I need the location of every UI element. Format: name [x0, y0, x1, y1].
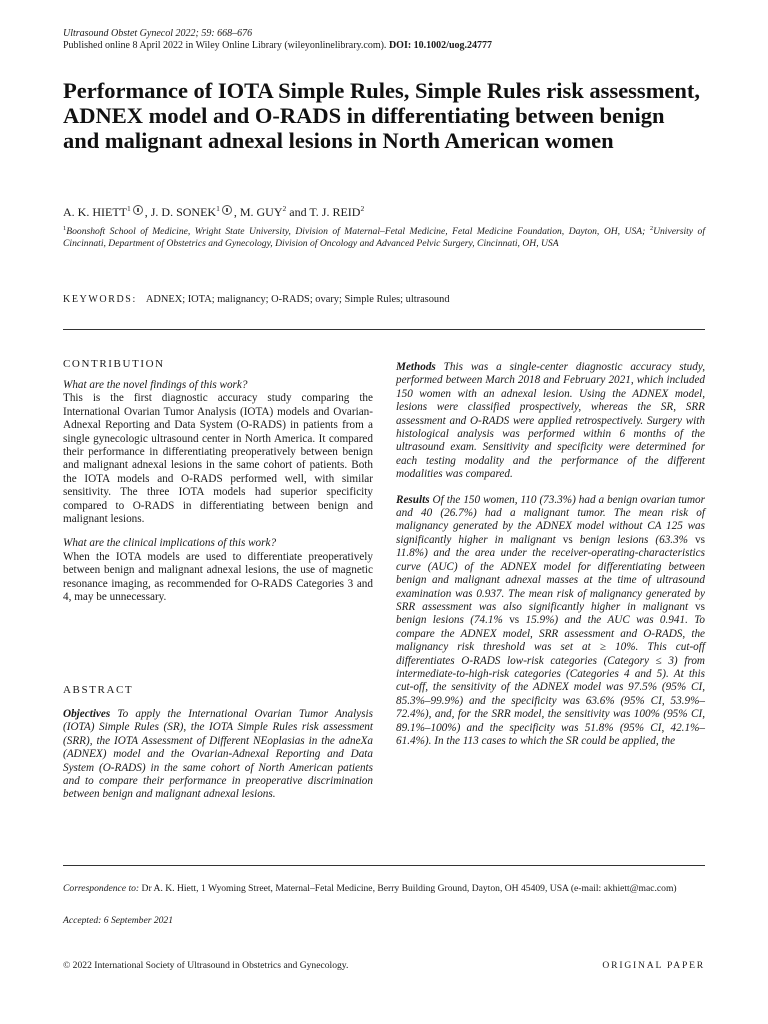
correspondence-text: Dr A. K. Hiett, 1 Wyoming Street, Maternal–Fetal Medicine, Berry Building Ground, Dayton, OH 45409, USA (e-mail: akhiett@mac.com) [139, 883, 677, 894]
author-affil-sup: 2 [360, 204, 365, 213]
author-name: , M. GUY [233, 205, 283, 219]
author-name: and T. J. REID [286, 205, 361, 219]
affiliation-2: University of Cincinnati, Department of Obstetrics and Gynecology, Division of Oncology and Advanced Pelvic Surgery, Cincinnati, OH, USA [63, 226, 705, 250]
article-page [63, 0, 705, 1024]
question-1: What are the novel findings of this work? [63, 379, 248, 391]
orcid-icon[interactable] [133, 205, 143, 215]
affil-sup: 1 [63, 225, 67, 232]
correspondence-label: Correspondence to: [63, 883, 140, 894]
paper-type-label: ORIGINAL PAPER [602, 960, 705, 971]
published-online-text: Published online 8 April 2022 in Wiley Online Library (wileyonlinelibrary.com). [63, 40, 387, 51]
methods-text: This was a single-center diagnostic accuracy study, performed between March 2018 and February 2021, which included 150 women with an adnexal lesion. Using the ADNEX model, lesions were classified prospectively, whereas the SR, SRR assessment and O-RADS were applied retrospectively. Surgery with histological analysis was performed within 6 months of the ultrasound exam. Sensitivity and specificity were determined for each testing modality and the performance of the different modalities was compared. [396, 361, 705, 481]
results-label: Results [396, 493, 430, 506]
vs-text: vs [695, 533, 705, 546]
doi-link[interactable]: DOI: 10.1002/uog.24777 [388, 40, 492, 51]
publication-info [63, 40, 492, 52]
contribution-heading: CONTRIBUTION [63, 358, 165, 370]
author-list [63, 202, 364, 219]
answer-2: When the IOTA models are used to differentiate preoperatively between benign and malignant adnexal lesions, the use of magnetic resonance imaging, as recommended for O-RADS Categories 3 and 4, may be unnecessary. [63, 550, 373, 604]
vs-text: vs [562, 533, 573, 546]
author-affil-sup: 1 [126, 204, 131, 213]
accepted-date: Accepted: 6 September 2021 [63, 915, 174, 926]
results-text: benign lesions (74.1% [396, 614, 510, 627]
keywords [63, 294, 450, 306]
abstract-right-column [396, 361, 705, 748]
journal-citation: Ultrasound Obstet Gynecol 2022; 59: 668–676 [63, 28, 253, 39]
results-text: 15.9%) and the AUC was 0.941. To compare the ADNEX model, SRR assessment and O-RADS, the malignancy risk threshold was set at ≥ 10%. This cut-off differentiates O-RADS low-risk categories (Category ≤ 3) from intermediate-to-high-risk categories (Categories 4 and 5). At this cut-off, the sensitivity of the ADNEX model was 97.5% (95% CI, 85.3%–99.9%) and the specificity was 63.6% (95% CI, 53.9%–72.4%), and, for the SRR model, the sensitivity was 100% (95% CI, 89.1%–100%) and the specificity was 51.8% (95% CI, 42.1%–61.4%). In the 113 cases to which the SR could be applied, the [396, 614, 705, 747]
vs-text: vs [695, 600, 705, 613]
author-name: A. K. HIETT [63, 205, 127, 219]
author-name: , J. D. SONEK [144, 205, 217, 219]
abstract-objectives [63, 708, 373, 802]
contribution-section [63, 379, 373, 605]
keywords-label: KEYWORDS: [63, 294, 137, 305]
correspondence [63, 883, 705, 895]
divider [63, 329, 705, 330]
orcid-icon[interactable] [222, 205, 232, 215]
article-title: Performance of IOTA Simple Rules, Simple Rules risk assessment, ADNEX model and O-RADS in differentiating between benign and malignant adnexal lesions in North American women [63, 78, 701, 153]
answer-1: This is the first diagnostic accuracy study comparing the International Ovarian Tumor Analysis (IOTA) models and Ovarian-Adnexal Reporting and Data System (O-RADS) in patients from a single gynecologic ultrasound center in North America. It compared their performance in differentiating preoperatively between benign and malignant adnexal lesions in the same cohort of patients. Both the IOTA models and O-RADS performed well, with similar sensitivity. The three IOTA models had superior specificity compared to O-RADS in differentiating between benign and malignant lesions. [63, 392, 373, 526]
objectives-label: Objectives [63, 708, 111, 720]
objectives-text: To apply the International Ovarian Tumor Analysis (IOTA) Simple Rules (SR), the IOTA Simple Rules risk assessment (SRR), the IOTA Assessment of Different NEoplasias in the adneXa (ADNEX) model and the Ovarian-Adnexal Reporting and Data System (O-RADS) in the same cohort of North American patients and to compare their performance in preoperative discrimination between benign and malignant adnexal lesions. [63, 708, 373, 801]
affiliations [63, 223, 705, 250]
results-text: Of the 150 women, 110 (73.3%) had a benign ovarian tumor and 40 (26.7%) had a malignant tumor. The mean risk of malignancy generated by the ADNEX model without CA 125 was significantly higher in malignant [396, 493, 706, 546]
affil-sup: 2 [649, 225, 654, 232]
question-2: What are the clinical implications of this work? [63, 537, 277, 550]
keywords-text: ADNEX; IOTA; malignancy; O-RADS; ovary; Simple Rules; ultrasound [145, 294, 450, 305]
results-text: 11.8%) and the area under the receiver-operating-characteristics curve (AUC) of the ADNEX model for differentiating between benign and malignant adnexal masses at the time of ultrasound examination was 0.937. The mean risk of malignancy generated by SRR assessment was also significantly higher in malignant [396, 547, 705, 613]
copyright: © 2022 International Society of Ultrasound in Obstetrics and Gynecology. [63, 960, 349, 971]
abstract-heading: ABSTRACT [63, 684, 134, 696]
affiliation-1: Boonshoft School of Medicine, Wright State University, Division of Maternal–Fetal Medicine, Fetal Medicine Foundation, Dayton, OH, USA; [66, 226, 650, 238]
author-affil-sup: 1 [216, 204, 220, 213]
footer-divider [63, 865, 705, 866]
author-affil-sup: 2 [282, 204, 287, 213]
results-text: benign lesions (63.3% [572, 533, 696, 546]
methods-label: Methods [396, 361, 436, 373]
vs-text: vs [509, 614, 520, 627]
